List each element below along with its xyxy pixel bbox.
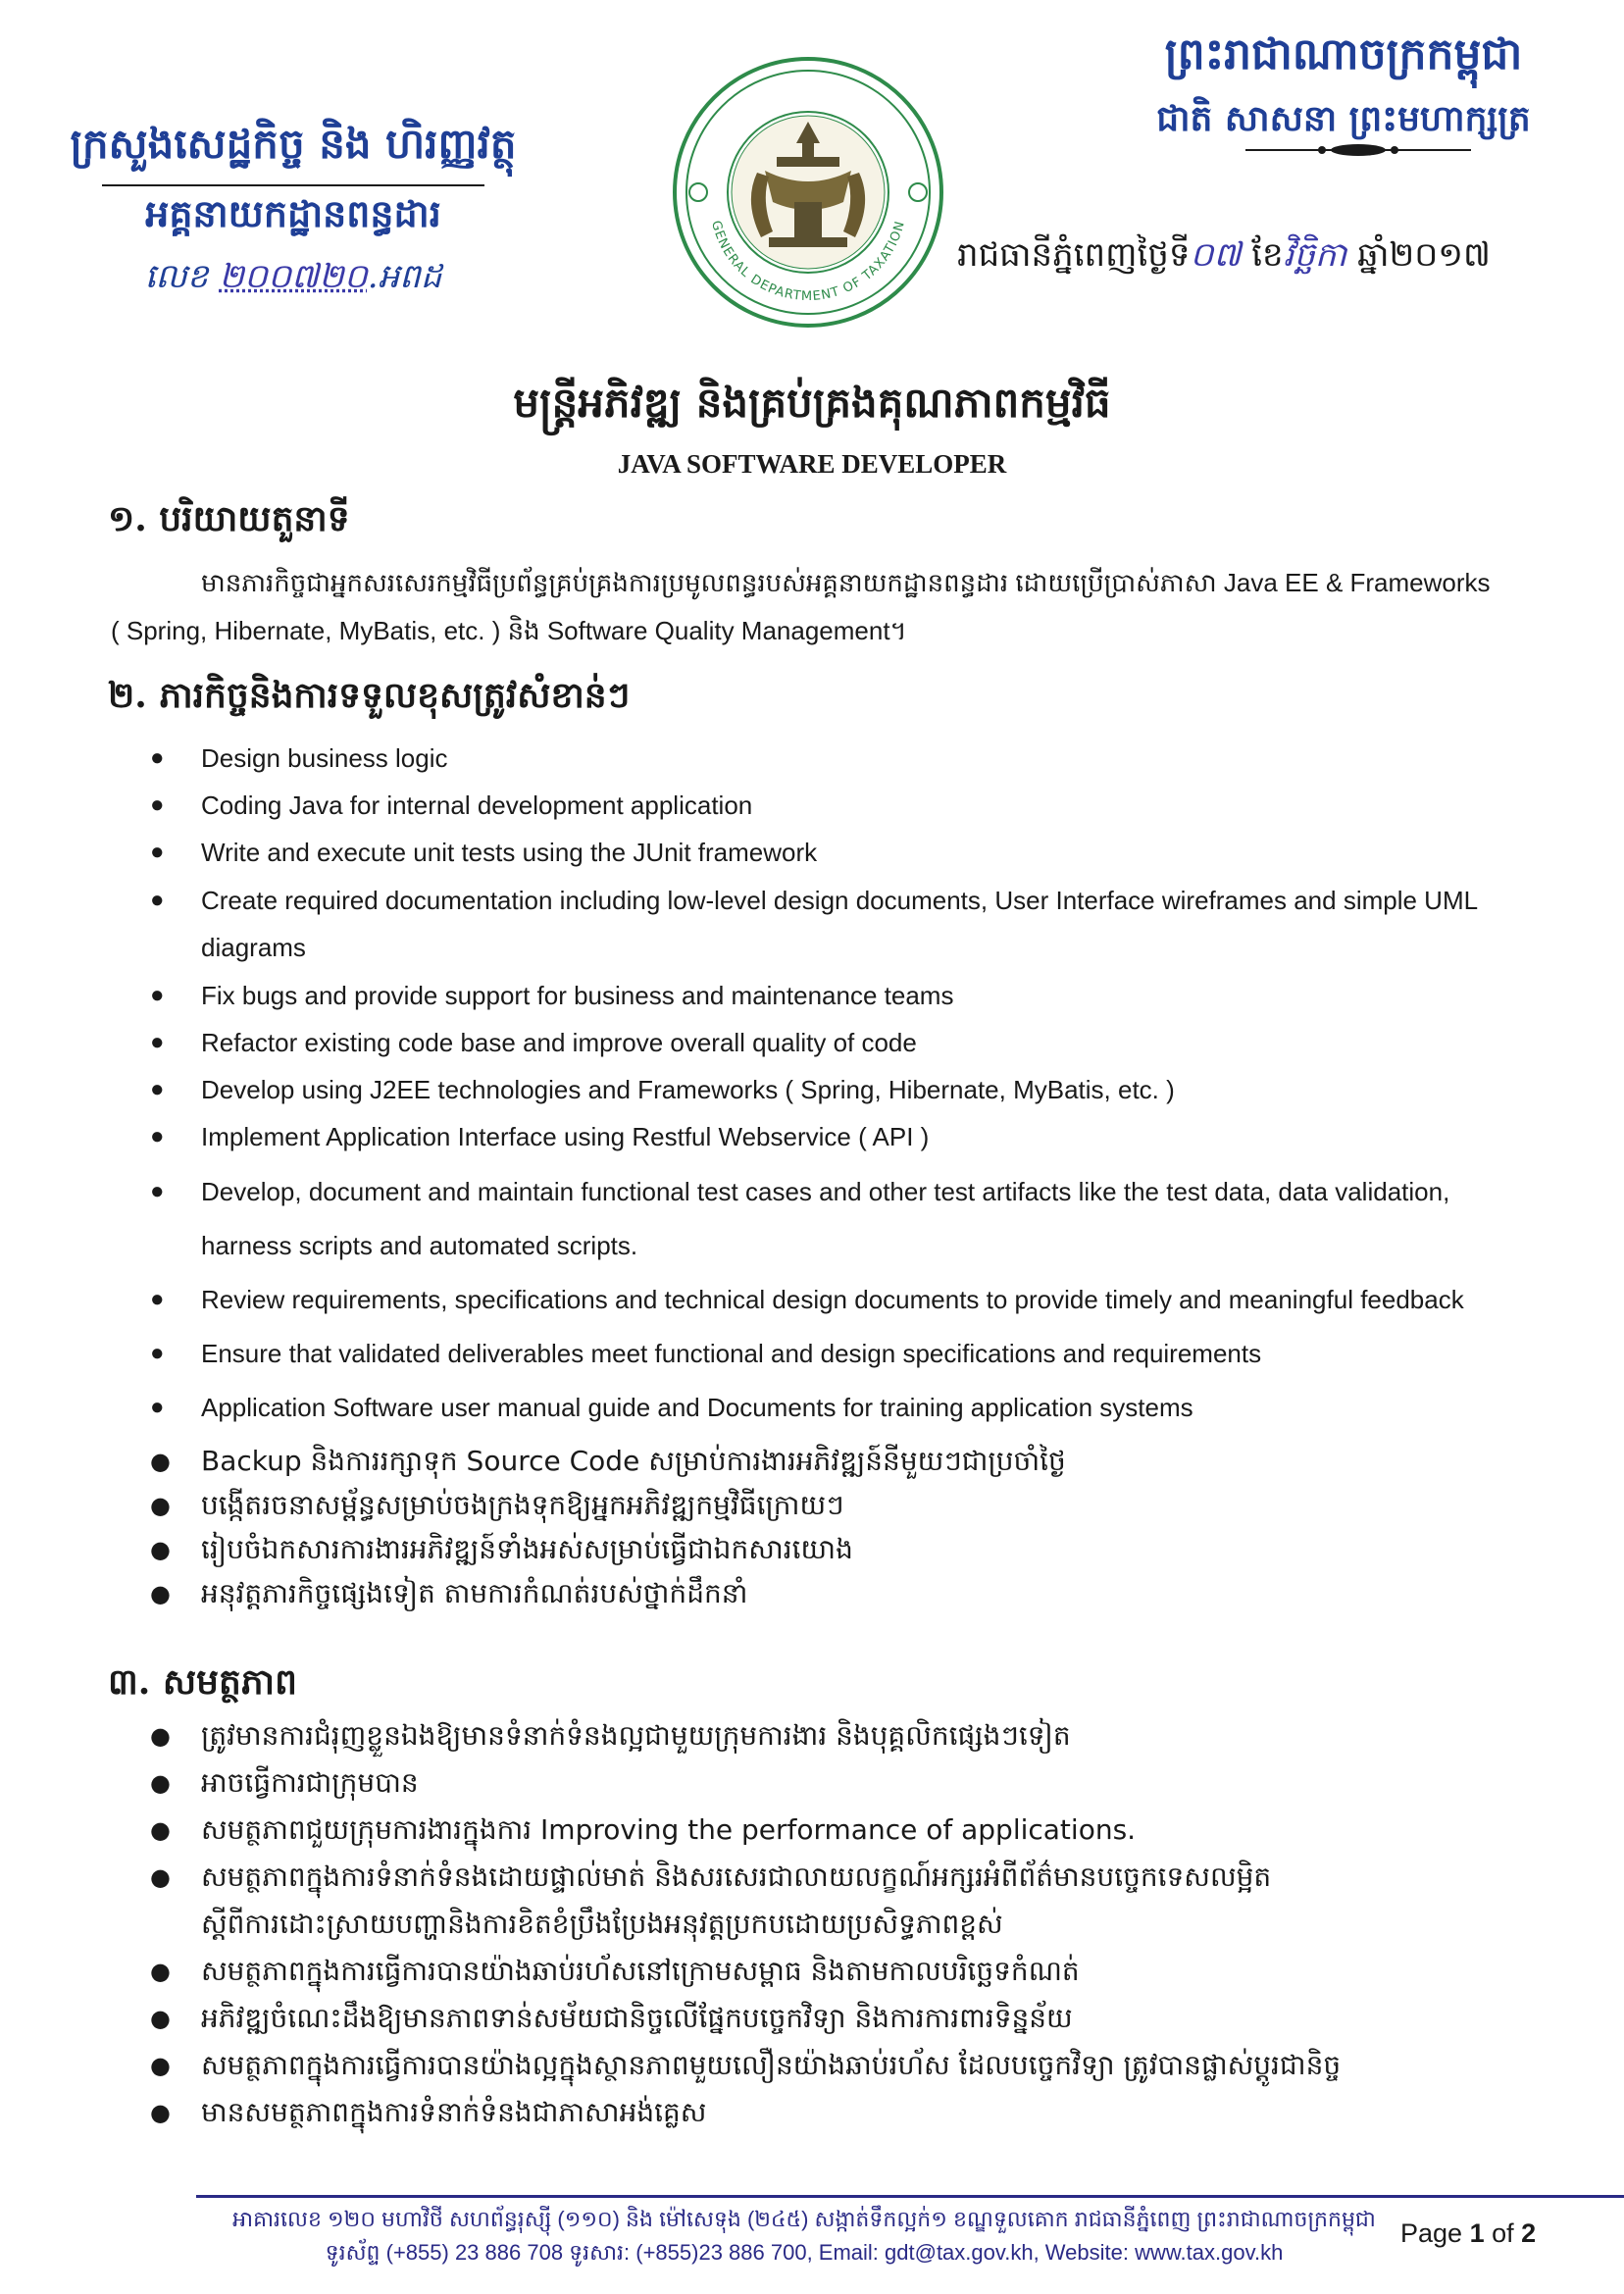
list-item-continuation: diagrams <box>201 933 306 962</box>
list-item: ● Ensure that validated deliverables meet functional and design specifications and requirements <box>201 1329 1554 1378</box>
list-item: ● Application Software user manual guide and Documents for training application systems <box>201 1383 1554 1432</box>
kingdom-title: ព្រះរាជាណាចក្រកម្ពុជា <box>1164 29 1523 79</box>
footer-divider <box>196 2195 1624 2198</box>
bullet-icon: ● <box>150 1448 171 1475</box>
document-title-khmer: មន្ត្រីអភិវឌ្ឍ និងគ្រប់គ្រងគុណភាពកម្មវិធី <box>513 379 1111 427</box>
bullet-icon: ● <box>150 1340 165 1366</box>
bullet-icon: ● <box>150 1816 171 1844</box>
bullet-icon: ● <box>150 1769 171 1797</box>
list-item: ● Review requirements, specifications and technical design documents to provide timely and meaningful feedback <box>201 1275 1554 1324</box>
bullet-icon: ● <box>150 2005 171 2032</box>
ref-suffix: .អពដ <box>367 257 442 296</box>
bullet-icon: ● <box>150 1722 171 1750</box>
bullet-icon: ● <box>150 791 165 818</box>
department-name: អគ្គនាយកដ្ឋានពន្ធដារ <box>145 191 441 235</box>
date-line <box>957 233 1491 282</box>
section-1-para-line-1: មានភារកិច្ចជាអ្នកសរសេរកម្មវិធីប្រព័ន្ធគ្រប់គ្រងការប្រមូលពន្ធរបស់អគ្គនាយកដ្ឋានពន្ធដារ ដោយប្រើប្រាស់ភាសា Java EE & Frameworks <box>201 568 1491 597</box>
list-item: ● ត្រូវមានការជំរុញខ្លួនឯងឱ្យមានទំនាក់ទំនងល្អជាមួយក្រុមការងារ និងបុគ្គលិកផ្សេងៗទៀត <box>201 1711 1554 1760</box>
list-item: ● សមត្ថភាពក្នុងការទំនាក់ទំនងដោយផ្ទាល់មាត់ និងសរសេរជាលាយលក្ខណ៍អក្សរអំពីព័ត៌មានបច្ចេកទេសលម្អិត <box>201 1853 1554 1902</box>
list-item: ● អាចធ្វើការជាក្រុមបាន <box>201 1759 1554 1808</box>
bullet-icon: ● <box>150 1123 165 1149</box>
footer-contact-line: ទូរស័ព្ទ (+855) 23 886 708 ទូរសារ: (+855)23 886 700, Email: gdt@tax.gov.kh, Website: www.tax.gov.kh <box>325 2240 1284 2265</box>
bullet-icon: ● <box>150 744 165 771</box>
date-day: ០៧ <box>1190 235 1242 275</box>
list-item: ● Coding Java for internal development application <box>201 781 1554 830</box>
list-item: ● បង្កើតរចនាសម្ព័ន្ធសម្រាប់ចងក្រងទុកឱ្យអ្នកអភិវឌ្ឍកម្មវិធីក្រោយៗ <box>201 1481 1554 1530</box>
list-item: ● អភិវឌ្ឍចំណេះដឹងឱ្យមានភាពទាន់សម័យជានិច្ចលើផ្នែកបច្ចេកវិទ្យា និងការការពារទិន្នន័យ <box>201 1994 1554 2043</box>
list-item: ● អនុវត្តភារកិច្ចផ្សេងទៀត តាមការកំណត់របស់ថ្នាក់ដឹកនាំ <box>201 1569 1554 1618</box>
list-item: ● Refactor existing code base and improve overall quality of code <box>201 1018 1554 1067</box>
bullet-icon: ● <box>150 2052 171 2079</box>
list-item: ● Create required documentation including low-level design documents, User Interface wireframes and simple UML <box>201 876 1554 925</box>
reference-number <box>43 255 543 304</box>
ministry-name: ក្រសួងសេដ្ឋកិច្ច និង ហិរញ្ញវត្ថុ <box>70 120 517 168</box>
bullet-icon: ● <box>150 1394 165 1420</box>
list-item-continuation: ស្តីពីការដោះស្រាយបញ្ហានិងការខិតខំប្រឹងប្រែងអនុវត្តប្រកបដោយប្រសិទ្ធភាពខ្ពស់ <box>201 1908 1003 1940</box>
section-3-heading: ៣. សមត្ថភាព <box>108 1661 297 1703</box>
list-item: ● សមត្ថភាពជួយក្រុមការងារក្នុងការ Improving the performance of applications. <box>201 1806 1554 1855</box>
bullet-icon: ● <box>150 839 165 865</box>
date-year: ឆ្នាំ២០១៧ <box>1357 235 1491 275</box>
bullet-icon: ● <box>150 1492 171 1519</box>
bullet-icon: ● <box>150 1029 165 1055</box>
footer-address <box>196 2203 1412 2269</box>
gdt-seal-logo <box>671 55 945 330</box>
footer-address-line: អាគារលេខ ១២០ មហាវិថី សហព័ន្ធរុស្ស៊ី (១១០) និង ម៉ៅសេទុង (២៤៥) សង្កាត់ទឹកល្អក់១ ខណ្ឌទួលគោក រាជធានីភ្នំពេញ ព្រះរាជាណាចក្រកម្ពុជា <box>232 2207 1376 2231</box>
section-1-heading: ១. បរិយាយតួនាទី <box>108 498 350 539</box>
bullet-icon: ● <box>150 1286 165 1312</box>
kingdom-header <box>1128 27 1559 148</box>
page-number: Page 1 of 2 <box>1400 2218 1537 2248</box>
bullet-icon: ● <box>150 2099 171 2126</box>
list-item: ● មានសមត្ថភាពក្នុងការទំនាក់ទំនងជាភាសាអង់គ្លេស <box>201 2088 1554 2137</box>
list-item-continuation: harness scripts and automated scripts. <box>201 1231 638 1260</box>
bullet-icon: ● <box>150 1076 165 1102</box>
bullet-icon: ● <box>150 1863 171 1891</box>
list-item: ● Backup និងការរក្សាទុក Source Code សម្រាប់ការងារអភិវឌ្ឍន៍នីមួយៗជាប្រចាំថ្ងៃ <box>201 1437 1554 1486</box>
ministry-header <box>43 118 543 304</box>
bullet-icon: ● <box>150 1580 171 1607</box>
bullet-icon: ● <box>150 1178 165 1204</box>
list-item: ● សមត្ថភាពក្នុងការធ្វើការបានយ៉ាងឆាប់រហ័សនៅក្រោមសម្ពាធ និងតាមកាលបរិច្ឆេទកំណត់ <box>201 1947 1554 1996</box>
list-item: ● Write and execute unit tests using the JUnit framework <box>201 828 1554 877</box>
ministry-underline <box>102 184 484 186</box>
date-month-prefix: ខែ <box>1251 235 1284 275</box>
list-item: ● សមត្ថភាពក្នុងការធ្វើការបានយ៉ាងល្អក្នុងស្ថានភាពមួយលឿនយ៉ាងឆាប់រហ័ស ដែលបច្ចេកវិទ្យា ត្រូវបានផ្លាស់ប្តូរជានិច្ច <box>201 2041 1554 2090</box>
bullet-icon: ● <box>150 982 165 1008</box>
ref-prefix: លេខ <box>144 257 209 296</box>
date-prefix: រាជធានីភ្នំពេញថ្ងៃទី <box>957 235 1191 275</box>
kingdom-motto: ជាតិ សាសនា ព្រះមហាក្សត្រ <box>1156 98 1531 139</box>
ornament-divider <box>1245 143 1471 157</box>
list-item: ● Fix bugs and provide support for business and maintenance teams <box>201 971 1554 1020</box>
document-title-english: JAVA SOFTWARE DEVELOPER <box>617 449 1007 479</box>
bullet-icon: ● <box>150 1958 171 1985</box>
bullet-icon: ● <box>150 1536 171 1563</box>
bullet-icon: ● <box>150 887 165 913</box>
list-item: ● Design business logic <box>201 734 1554 783</box>
list-item: ● Develop using J2EE technologies and Frameworks ( Spring, Hibernate, MyBatis, etc. ) <box>201 1065 1554 1114</box>
date-month: វិច្ឆិកា <box>1283 235 1347 275</box>
ref-number: ២០០៧២០ <box>219 257 368 296</box>
list-item: ● រៀបចំឯកសារការងារអភិវឌ្ឍន៍ទាំងអស់សម្រាប់ធ្វើជាឯកសារយោង <box>201 1525 1554 1574</box>
section-1-para-line-2: ( Spring, Hibernate, MyBatis, etc. ) និង Software Quality Management។ <box>111 616 907 645</box>
list-item: ● Implement Application Interface using Restful Webservice ( API ) <box>201 1112 1554 1161</box>
seal-text: GENERAL DEPARTMENT OF TAXATION <box>708 219 908 305</box>
list-item: ● Develop, document and maintain functional test cases and other test artifacts like the test data, data validation, <box>201 1167 1554 1216</box>
section-2-heading: ២. ភារកិច្ចនិងការទទួលខុសត្រូវសំខាន់ៗ <box>108 675 631 716</box>
